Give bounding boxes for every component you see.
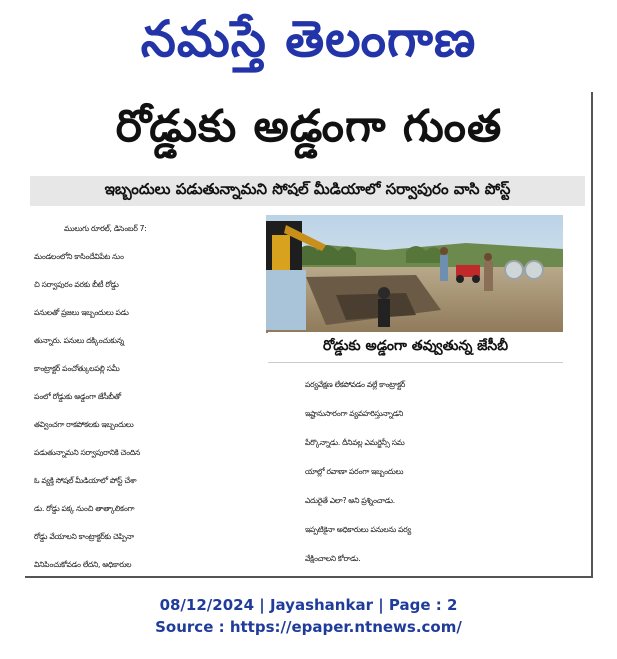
subheadline [30,176,585,206]
article-line: యాల్లో రవాణా పరంగా ఇబ్బందులు [305,467,404,476]
article-line: కాంట్రాక్టర్ పంచోత్కులపల్లి సమీ [34,364,120,373]
article-line: పేర్కొన్నాడు. దీనివల్ల ఎమర్జెన్సీ సమ [305,438,405,447]
article-line: ములుగు రూరల్, డిసెంబర్ 7: [64,224,147,233]
article-line: తవ్వించగా రాకపోకలకు ఇబ్బందులు [34,420,134,429]
photo-caption-text: రోడ్డుకు అడ్డంగా తవ్వుతున్న జేసీబీ [322,337,509,354]
article-line: ఎదురైతే ఎలా? అని ప్రశ్నించాడు. [305,496,395,505]
article-line: ఇప్పటికైనా అధికారులు పనులను పర్య [305,525,411,534]
article-line: రోడ్డు వేయాలని కాంట్రాక్టర్‌కు చెప్పినా [34,532,134,541]
headline-text: రోడ్డుకు అడ్డంగా గుంత [115,101,503,152]
article-line: తున్నారు. పనులు దక్కించుకున్న [34,336,124,345]
subheadline-text: ఇబ్బందులు పడుతున్నామని సోషల్ మీడియాలో సర్వాపురం వాసి పోస్ట్ [104,180,511,198]
article-line: చి సర్వాపురం వరకు బీటీ రోడ్డు [34,280,119,289]
photo-caption [268,332,563,363]
article-line: పడుతున్నామని సర్వాపురానికి చెందిన [34,448,140,457]
headline [26,100,592,164]
newspaper-title: నమస్తే తెలంగాణ [140,9,477,68]
edition-info: 08/12/2024 | Jayashankar | Page : 2 [159,596,458,614]
article-line: ఓ వ్యక్తి సోషల్ మీడియాలో పోస్ట్ చేశా [34,476,137,485]
article-line: వినిపించుకోవడం లేదని, అధికారుల [34,560,132,569]
article-line: ఇష్టానుసారంగా వ్యవహరిస్తున్నాడని [305,409,403,418]
article-right-column [305,370,565,578]
article-line: మండలంలోని కాసిందేవిపేట నుం [34,252,124,261]
article-left-column [34,215,258,577]
article-line: పనులతో ప్రజలు ఇబ్బందులు పడు [34,308,129,317]
article-line: డు. రోడ్డు పక్క నుంచి తాత్కాలికంగా [34,504,135,513]
masthead [0,8,617,82]
page-footer [0,594,617,638]
news-photo [266,215,563,333]
article-line: పంలో రోడ్డుకు అడ్డంగా జేసీబీతో [34,392,121,401]
source-link[interactable]: Source : https://epaper.ntnews.com/ [155,618,462,636]
article-line: పర్యవేక్షణ లేకపోవడం వల్లే కాంట్రాక్టర్ [305,380,406,389]
jcb-excavation-image [266,215,563,333]
article-line: వేక్షించాలని కోరాడు. [305,554,361,563]
